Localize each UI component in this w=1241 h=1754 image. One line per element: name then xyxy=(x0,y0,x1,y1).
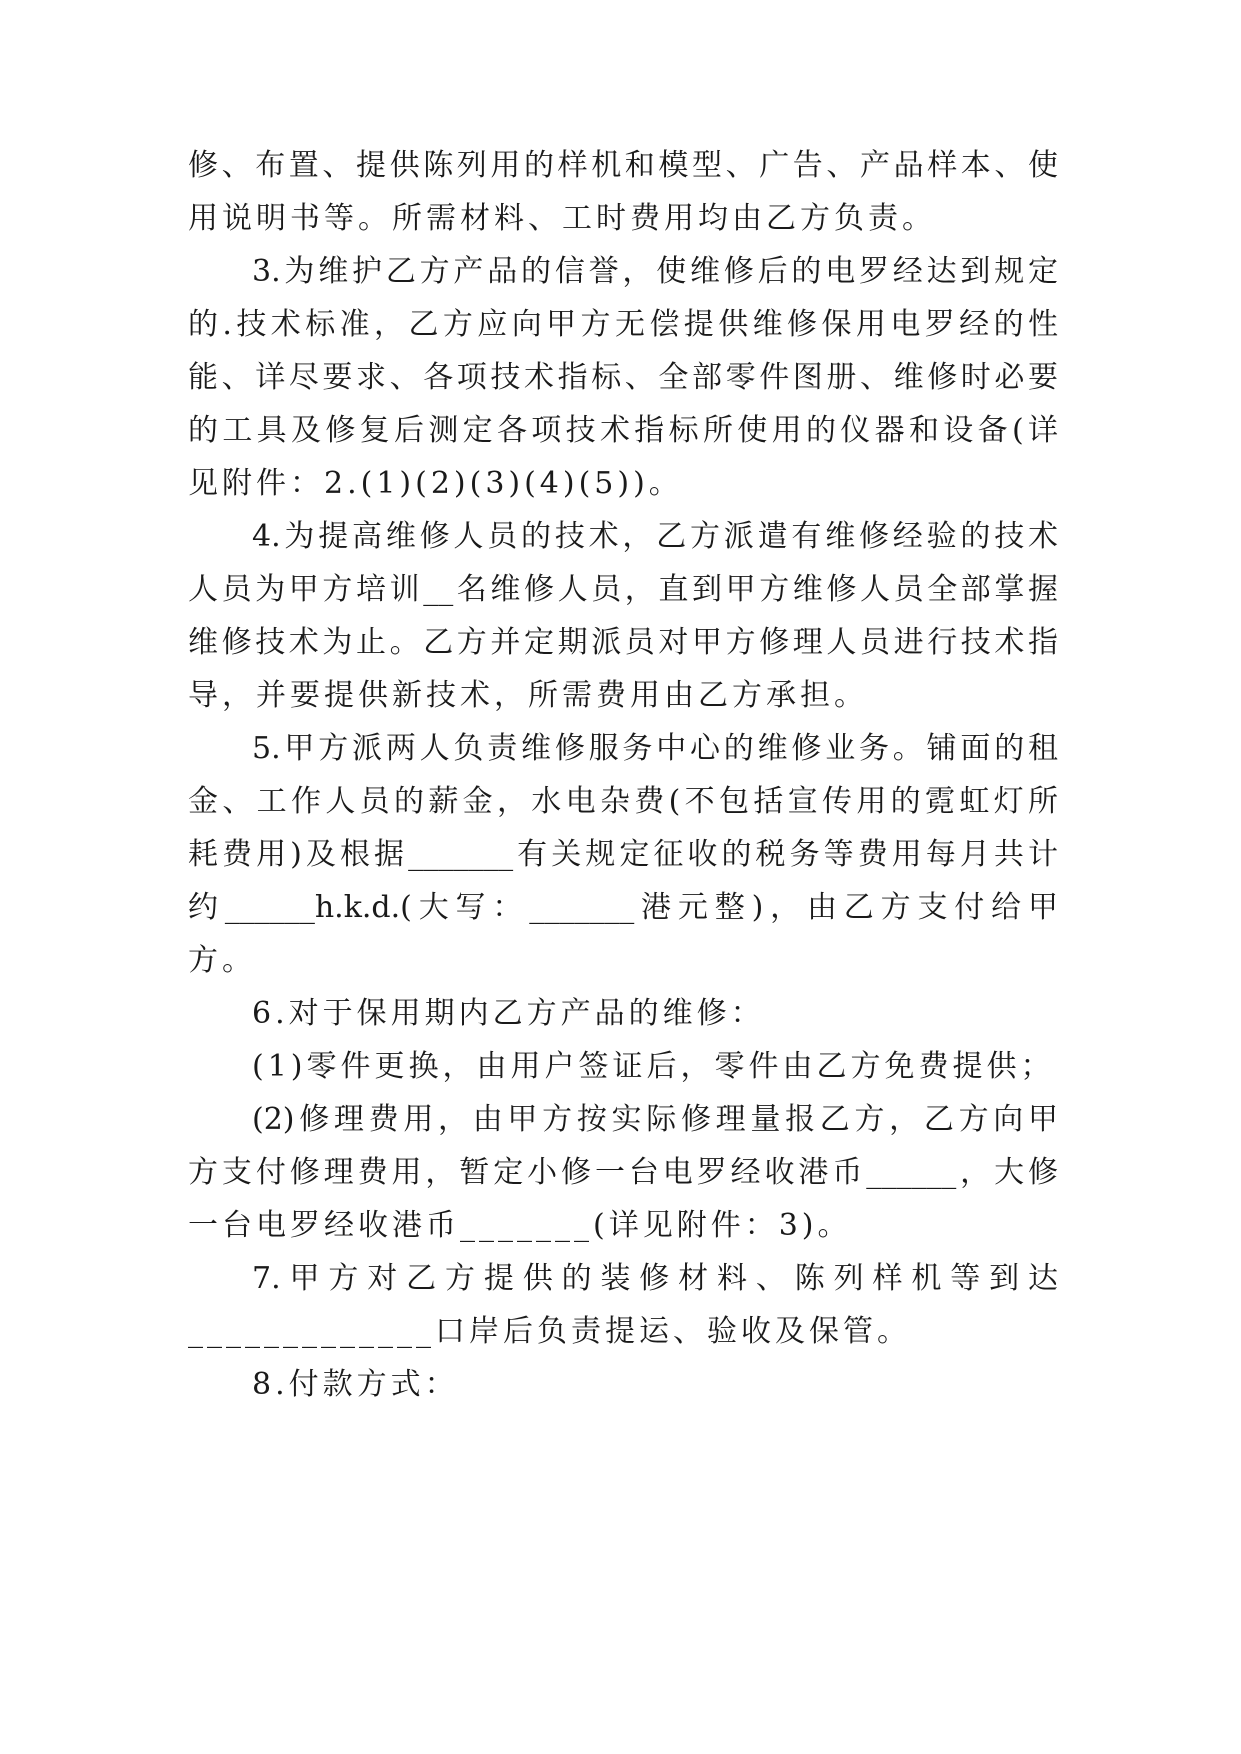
paragraph-line: _____________口岸后负责提运、验收及保管。 xyxy=(188,1314,911,1349)
paragraph-line: 4.为提高维修人员的技术，乙方派遣有维修经验的技术 xyxy=(252,519,1058,554)
paragraph-line: 方。 xyxy=(188,943,256,978)
paragraph-line: 维修技术为止。乙方并定期派员对甲方修理人员进行技术指 xyxy=(188,625,1058,660)
paragraph-line: 能、详尽要求、各项技术指标、全部零件图册、维修时必要 xyxy=(188,360,1058,395)
paragraph-line: 方支付修理费用，暂定小修一台电罗经收港币______，大修 xyxy=(188,1155,1058,1190)
paragraph-line: 用说明书等。所需材料、工时费用均由乙方负责。 xyxy=(188,201,936,236)
paragraph-line: 的.技术标准，乙方应向甲方无偿提供维修保用电罗经的性 xyxy=(188,307,1058,342)
paragraph-line: 7.甲方对乙方提供的装修材料、陈列样机等到达 xyxy=(252,1261,1058,1296)
paragraph-line: 6.对于保用期内乙方产品的维修： xyxy=(252,996,765,1031)
paragraph-line: 5.甲方派两人负责维修服务中心的维修业务。铺面的租 xyxy=(252,731,1058,766)
paragraph-line: 耗费用)及根据_______有关规定征收的税务等费用每月共计 xyxy=(188,837,1058,872)
paragraph-line: 金、工作人员的薪金，水电杂费(不包括宣传用的霓虹灯所 xyxy=(188,784,1058,819)
paragraph-line: 导，并要提供新技术，所需费用由乙方承担。 xyxy=(188,678,868,713)
paragraph-line: 8.付款方式： xyxy=(252,1367,459,1402)
paragraph-line: 修、布置、提供陈列用的样机和模型、广告、产品样本、使 xyxy=(188,148,1058,183)
paragraph-line: (2)修理费用，由甲方按实际修理量报乙方，乙方向甲 xyxy=(252,1102,1058,1137)
paragraph-line: 人员为甲方培训__名维修人员，直到甲方维修人员全部掌握 xyxy=(188,572,1058,607)
paragraph-line: 一台电罗经收港币_______(详见附件：3)。 xyxy=(188,1208,852,1243)
paragraph-line: 见附件：2.(1)(2)(3)(4)(5))。 xyxy=(188,466,683,501)
document-page xyxy=(188,0,1058,1754)
paragraph-line: 的工具及修复后测定各项技术指标所使用的仪器和设备(详 xyxy=(188,413,1058,448)
paragraph-line: (1)零件更换，由用户签证后，零件由乙方免费提供； xyxy=(252,1049,1055,1084)
paragraph-line: 3.为维护乙方产品的信誉，使维修后的电罗经达到规定 xyxy=(252,254,1058,289)
paragraph-line: 约______h.k.d.(大写：_______港元整)，由乙方支付给甲 xyxy=(188,890,1058,925)
